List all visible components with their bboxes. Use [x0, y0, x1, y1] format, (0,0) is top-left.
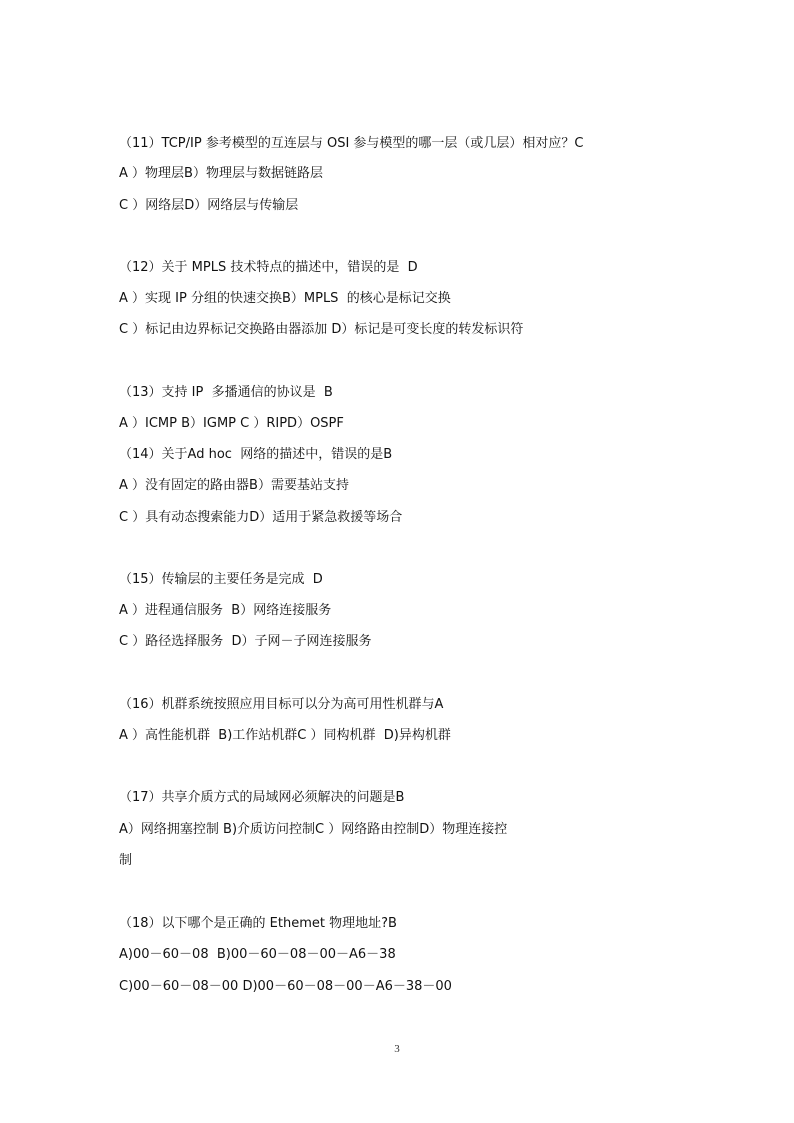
question-12-options-ab: A ）实现 IP 分组的快速交换B）MPLS 的核心是标记交换 — [119, 291, 451, 306]
question-11-options-cd: C ）网络层D）网络层与传输层 — [119, 198, 299, 213]
question-18: （18）以下哪个是正确的 Ethemet 物理地址?B — [119, 916, 397, 931]
question-11: （11）TCP/IP 参考模型的互连层与 OSI 参与模型的哪一层（或几层）相对应？C — [119, 136, 584, 151]
question-11-options-ab: A ）物理层B）物理层与数据链路层 — [119, 166, 323, 181]
question-18-options-cd: C)00－60－08－00 D)00－60－08－00－A6－38－00 — [119, 979, 452, 994]
question-17-options: A）网络拥塞控制 B)介质访问控制C ）网络路由控制D）物理连接控 — [119, 822, 508, 837]
question-15: （15）传输层的主要任务是完成 D — [119, 572, 323, 587]
question-13-options: A ）ICMP B）IGMP C ）RIPD）OSPF — [119, 416, 344, 431]
page-number: 3 — [394, 1043, 400, 1055]
question-14-options-cd: C ）具有动态搜索能力D）适用于紧急救援等场合 — [119, 510, 403, 525]
question-15-options-cd: C ）路径选择服务 D）子网－子网连接服务 — [119, 634, 372, 649]
question-14-options-ab: A ）没有固定的路由器B）需要基站支持 — [119, 478, 349, 493]
question-15-options-ab: A ）进程通信服务 B）网络连接服务 — [119, 603, 332, 618]
question-12: （12）关于 MPLS 技术特点的描述中，错误的是 D — [119, 260, 418, 275]
question-17: （17）共享介质方式的局域网必须解决的问题是B — [119, 790, 405, 805]
question-18-options-ab: A)00－60－08 B)00－60－08－00－A6－38 — [119, 947, 396, 962]
question-16-options: A ）高性能机群 B)工作站机群C ）同构机群 D)异构机群 — [119, 728, 451, 743]
question-13: （13）支持 IP 多播通信的协议是 B — [119, 385, 333, 400]
question-16: （16）机群系统按照应用目标可以分为高可用性机群与A — [119, 697, 444, 712]
question-12-options-cd: C ）标记由边界标记交换路由器添加 D）标记是可变长度的转发标识符 — [119, 322, 524, 337]
question-17-options-wrap: 制 — [119, 853, 133, 868]
question-14: （14）关于Ad hoc 网络的描述中，错误的是B — [119, 447, 393, 462]
